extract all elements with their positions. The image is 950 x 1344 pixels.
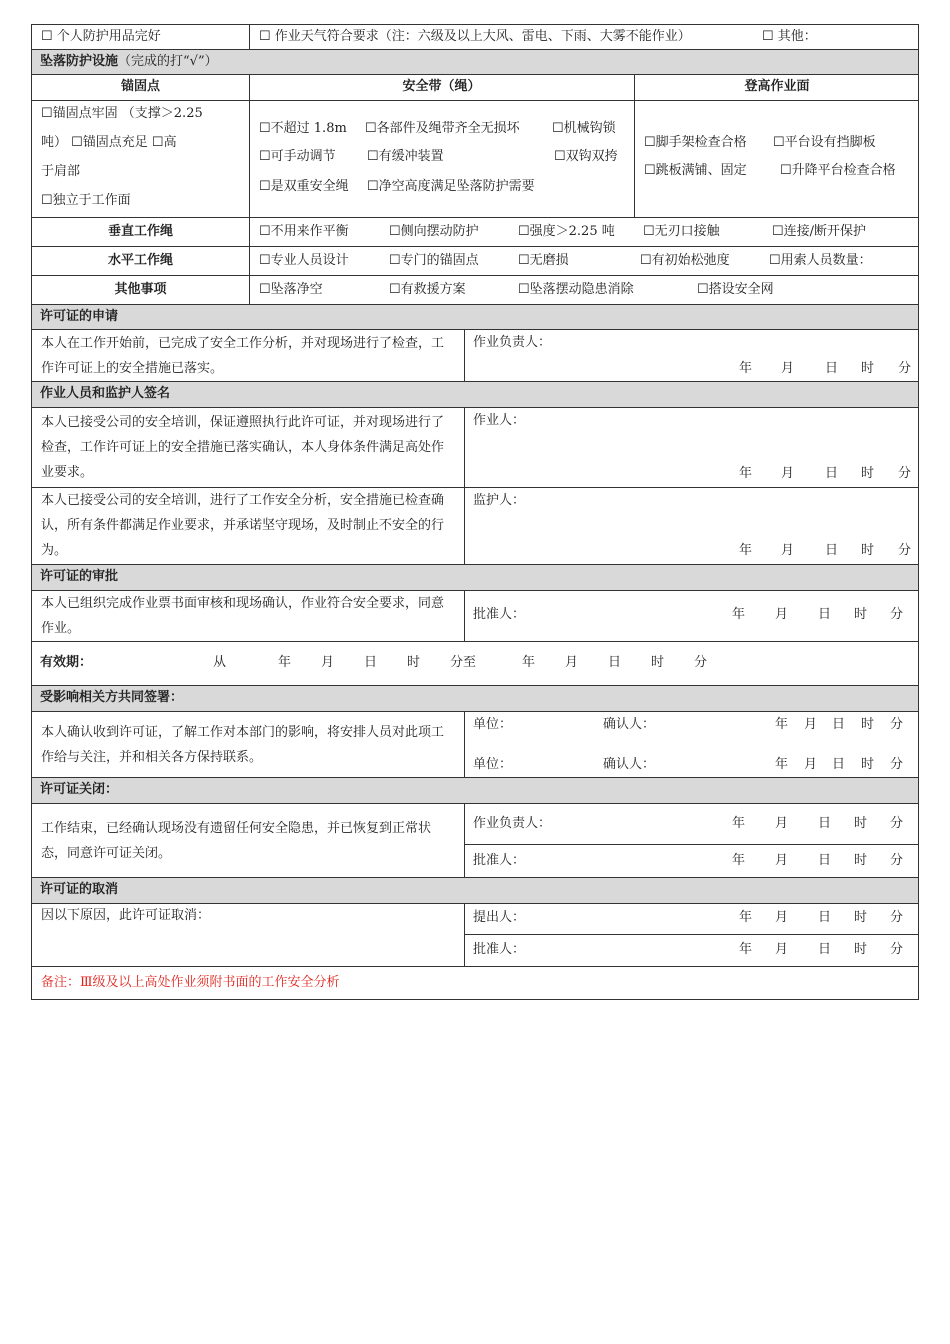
closure-text: 工作结束，已经确认现场没有遗留任何安全隐患，并已恢复到正常状态，同意许可证关闭。 (41, 821, 432, 861)
date-minute: 分 (890, 607, 904, 622)
date-year: 年 (732, 816, 746, 831)
anchor-item[interactable]: ☐独立于工作面 (41, 193, 131, 208)
validity-from: 从 (213, 655, 227, 670)
col-harness: 安全带（绳） (402, 79, 481, 94)
application-title: 许可证的申请 (40, 309, 119, 324)
vertical-rope-label: 垂直工作绳 (107, 224, 173, 239)
approval-text: 本人已组织完成作业票书面审核和现场确认，作业符合安全要求，同意作业。 (41, 596, 445, 636)
closure-header (31, 778, 919, 804)
date-hour: 时 (854, 910, 868, 925)
cancel-row (31, 904, 919, 967)
date-hour: 时 (854, 853, 868, 868)
other-matters-item[interactable]: ☐坠落摆动隐患消除 (518, 282, 634, 297)
vertical-rope-item[interactable]: ☐侧向摆动防护 (389, 224, 479, 239)
ppe-weather-row (31, 24, 919, 50)
note-row (31, 967, 919, 1000)
harness-item[interactable]: ☐有缓冲装置 (367, 149, 444, 164)
personnel-header (31, 382, 919, 408)
date-day: 日 (832, 757, 846, 772)
ppe-checkbox[interactable]: ☐ 个人防护用品完好 (41, 29, 161, 44)
date-day: 日 (818, 942, 832, 957)
harness-item[interactable]: ☐净空高度满足坠落防护需要 (367, 179, 535, 194)
worker-row (31, 408, 919, 488)
date-year: 年 (739, 361, 753, 376)
other-matters-item[interactable]: ☐搭设安全网 (697, 282, 774, 297)
cancel-title: 许可证的取消 (40, 882, 119, 897)
affected-unit[interactable]: 单位： (473, 757, 513, 772)
horizontal-rope-item[interactable]: ☐有初始松弛度 (640, 253, 730, 268)
date-hour: 时 (854, 942, 868, 957)
section-note: （完成的打“√”） (118, 54, 218, 69)
date-month: 月 (565, 655, 579, 670)
worker-signer[interactable]: 作业人： (473, 413, 526, 428)
date-day: 日 (825, 466, 839, 481)
other-matters-item[interactable]: ☐坠落净空 (259, 282, 323, 297)
note-text: 备注：Ⅲ级及以上高处作业须附书面的工作安全分析 (41, 975, 340, 990)
personnel-title: 作业人员和监护人签名 (40, 386, 171, 401)
weather-checkbox[interactable]: ☐ 作业天气符合要求（注：六级及以上大风、雷电、下雨、大雾不能作业） (259, 29, 691, 44)
date-year: 年 (739, 942, 753, 957)
date-year: 年 (739, 543, 753, 558)
date-day: 日 (818, 816, 832, 831)
platform-item[interactable]: ☐脚手架检查合格 (644, 135, 747, 150)
other-matters-item[interactable]: ☐有救援方案 (389, 282, 466, 297)
closure-approver[interactable]: 批准人： (473, 853, 526, 868)
harness-item[interactable]: ☐可手动调节 (259, 149, 336, 164)
platform-item[interactable]: ☐升降平台检查合格 (780, 163, 896, 178)
date-month: 月 (321, 655, 335, 670)
date-hour: 时 (854, 816, 868, 831)
date-minute: 分 (890, 910, 904, 925)
date-hour: 时 (854, 607, 868, 622)
horizontal-rope-item[interactable]: ☐无磨损 (518, 253, 569, 268)
date-month: 月 (775, 910, 789, 925)
cancel-approver[interactable]: 批准人： (473, 942, 526, 957)
affected-header (31, 686, 919, 712)
vertical-rope-row (31, 218, 919, 247)
validity-row (31, 642, 919, 686)
harness-item[interactable]: ☐双钩双挎 (554, 149, 618, 164)
approval-row (31, 591, 919, 642)
permit-form (31, 24, 919, 1000)
date-minute: 分 (890, 717, 904, 732)
worker-text: 本人已接受公司的安全培训，保证遵照执行此许可证，并对现场进行了检查，工作许可证上的安全措施已落实确认，本人身体条件满足高处作业要求。 (41, 415, 445, 480)
platform-item[interactable]: ☐跳板满铺、固定 (644, 163, 747, 178)
horizontal-rope-row (31, 247, 919, 276)
date-month: 月 (775, 816, 789, 831)
date-minute: 分 (694, 655, 708, 670)
fall-protection-columns (31, 75, 919, 101)
approval-title: 许可证的审批 (40, 569, 119, 584)
application-row (31, 330, 919, 382)
date-hour: 时 (861, 543, 875, 558)
date-day: 日 (832, 717, 846, 732)
other-checkbox[interactable]: ☐ 其他： (762, 29, 817, 44)
date-month: 月 (781, 361, 795, 376)
date-month: 月 (781, 466, 795, 481)
other-matters-row (31, 276, 919, 305)
date-hour: 时 (651, 655, 665, 670)
vertical-rope-item[interactable]: ☐不用来作平衡 (259, 224, 349, 239)
date-year: 年 (278, 655, 292, 670)
harness-item[interactable]: ☐不超过 1.8m (259, 121, 347, 136)
date-year: 年 (775, 757, 789, 772)
harness-item[interactable]: ☐是双重安全绳 (259, 179, 349, 194)
affected-confirm[interactable]: 确认人： (603, 717, 656, 732)
section-title: 坠落防护设施 (40, 54, 119, 69)
date-hour: 时 (861, 466, 875, 481)
date-hour: 时 (407, 655, 421, 670)
horizontal-rope-item[interactable]: ☐专业人员设计 (259, 253, 349, 268)
vertical-rope-item[interactable]: ☐连接/断开保护 (772, 224, 867, 239)
closure-signer[interactable]: 作业负责人： (473, 816, 552, 831)
horizontal-rope-item[interactable]: ☐用索人员数量： (769, 253, 872, 268)
anchor-item[interactable]: 吨） ☐锚固点充足 ☐高 (41, 135, 177, 150)
date-day: 日 (608, 655, 622, 670)
date-month: 月 (775, 942, 789, 957)
date-minute: 分 (890, 816, 904, 831)
cancel-proposer[interactable]: 提出人： (473, 910, 526, 925)
date-month: 月 (775, 853, 789, 868)
anchor-item[interactable]: ☐锚固点牢固 （支撑＞2.25 (41, 106, 203, 121)
affected-unit[interactable]: 单位： (473, 717, 513, 732)
date-year: 年 (775, 717, 789, 732)
fall-protection-header (31, 50, 919, 75)
anchor-item: 于肩部 (41, 164, 81, 179)
guardian-text: 本人已接受公司的安全培训，进行了工作安全分析，安全措施已检查确认，所有条件都满足作业要求，并承诺坚守现场，及时制止不安全的行为。 (41, 493, 445, 558)
date-minute: 分 (898, 466, 912, 481)
date-minute: 分 (890, 942, 904, 957)
approval-header (31, 565, 919, 591)
validity-label: 有效期： (40, 655, 93, 670)
date-month: 月 (804, 717, 818, 732)
date-minute: 分 (890, 853, 904, 868)
application-header (31, 305, 919, 330)
other-matters-label: 其他事项 (114, 282, 167, 297)
date-hour: 时 (861, 757, 875, 772)
vertical-rope-item[interactable]: ☐强度＞2.25 吨 (518, 224, 615, 239)
vertical-rope-item[interactable]: ☐无刃口接触 (643, 224, 720, 239)
harness-item[interactable]: ☐机械钩锁 (552, 121, 616, 136)
harness-item[interactable]: ☐各部件及绳带齐全无损坏 (365, 121, 520, 136)
cancel-header (31, 878, 919, 904)
date-day: 日 (825, 543, 839, 558)
date-day: 日 (825, 361, 839, 376)
date-hour: 时 (861, 717, 875, 732)
guardian-signer[interactable]: 监护人： (473, 493, 526, 508)
date-month: 月 (781, 543, 795, 558)
date-minute: 分 (898, 543, 912, 558)
horizontal-rope-item[interactable]: ☐专门的锚固点 (389, 253, 479, 268)
approval-signer[interactable]: 批准人： (473, 607, 526, 622)
date-year: 年 (739, 910, 753, 925)
affected-text: 本人确认收到许可证，了解工作对本部门的影响，将安排人员对此项工作给与关注，并和相关各方保持联系。 (41, 725, 445, 765)
horizontal-rope-label: 水平工作绳 (107, 253, 173, 268)
date-year: 年 (522, 655, 536, 670)
date-day: 日 (364, 655, 378, 670)
closure-title: 许可证关闭： (40, 782, 119, 797)
date-year: 年 (732, 607, 746, 622)
application-signer[interactable]: 作业负责人： (473, 335, 552, 350)
date-day: 日 (818, 853, 832, 868)
date-minute: 分 (898, 361, 912, 376)
date-year: 年 (739, 466, 753, 481)
date-year: 年 (732, 853, 746, 868)
application-text: 本人在工作开始前，已完成了安全工作分析，并对现场进行了检查，工作许可证上的安全措施已落实。 (41, 336, 445, 376)
date-minute: 分 (890, 757, 904, 772)
date-hour: 时 (861, 361, 875, 376)
col-anchor: 锚固点 (120, 79, 160, 94)
date-month: 月 (804, 757, 818, 772)
date-day: 日 (818, 910, 832, 925)
validity-to: 分至 (450, 655, 477, 670)
affected-row (31, 712, 919, 778)
col-platform: 登高作业面 (744, 79, 810, 94)
platform-item[interactable]: ☐平台设有挡脚板 (773, 135, 876, 150)
cancel-text: 因以下原因，此许可证取消： (41, 908, 211, 923)
guardian-row (31, 488, 919, 565)
affected-title: 受影响相关方共同签署： (40, 690, 184, 705)
date-month: 月 (775, 607, 789, 622)
affected-confirm[interactable]: 确认人： (603, 757, 656, 772)
date-day: 日 (818, 607, 832, 622)
closure-row (31, 804, 919, 878)
fall-protection-details (31, 101, 919, 218)
